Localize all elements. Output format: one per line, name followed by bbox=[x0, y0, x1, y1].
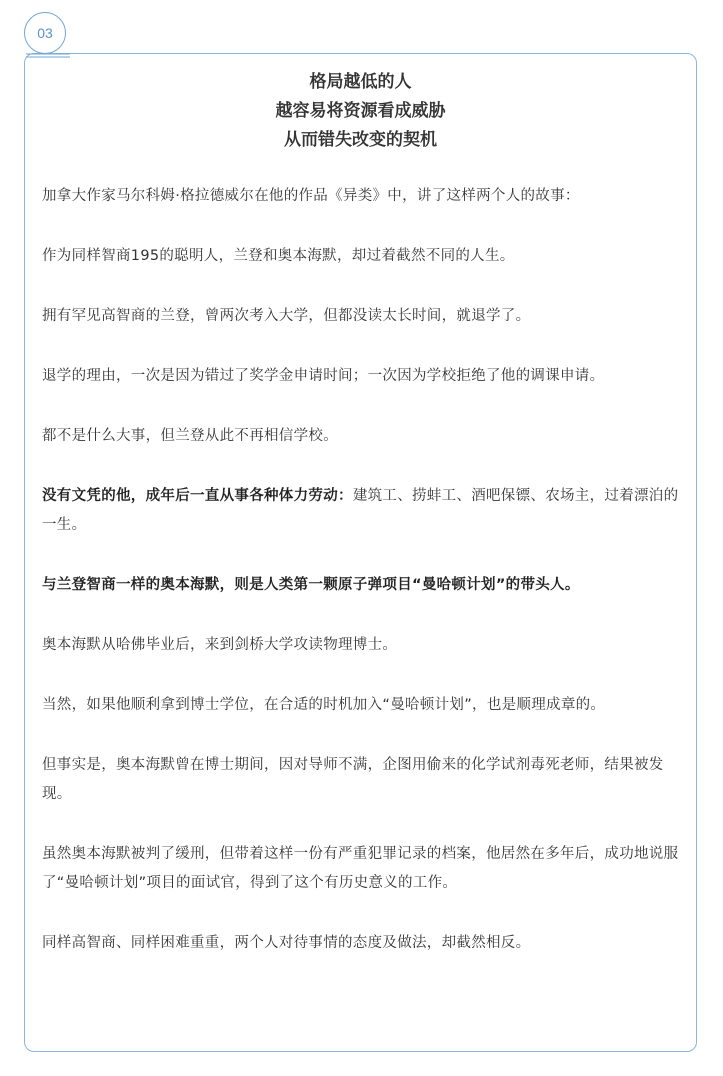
article-card bbox=[24, 53, 697, 1052]
section-badge bbox=[24, 12, 72, 60]
section-number: 03 bbox=[24, 12, 66, 54]
badge-decoration-lines bbox=[24, 52, 72, 60]
paragraph-12: 同样高智商、同样困难重重，两个人对待事情的态度及做法，却截然相反。 bbox=[42, 935, 531, 951]
headline-line-1: 格局越低的人 bbox=[309, 72, 412, 92]
paragraph-6-bold: 没有文凭的他，成年后一直从事各种体力劳动： bbox=[42, 488, 353, 504]
paragraph-11: 虽然奥本海默被判了缓刑，但带着这样一份有严重犯罪记录的档案，他居然在多年后，成功地说服了“曼哈顿计划”项目的面试官，得到了这个有历史意义的工作。 bbox=[42, 846, 679, 891]
paragraph-4: 退学的理由，一次是因为错过了奖学金申请时间；一次因为学校拒绝了他的调课申请。 bbox=[42, 368, 605, 384]
paragraph-6 bbox=[42, 482, 682, 540]
paragraph-10: 但事实是，奥本海默曾在博士期间，因对导师不满，企图用偷来的化学试剂毒死老师，结果被发现。 bbox=[42, 757, 664, 802]
paragraph-7 bbox=[42, 571, 682, 600]
headline-line-2: 越容易将资源看成威胁 bbox=[275, 101, 446, 121]
paragraph-1: 加拿大作家马尔科姆·格拉德威尔在他的作品《异类》中，讲了这样两个人的故事： bbox=[42, 188, 580, 204]
paragraph-7-bold: 与兰登智商一样的奥本海默，则是人类第一颗原子弹项目“曼哈顿计划”的带头人。 bbox=[42, 577, 580, 593]
paragraph-5: 都不是什么大事，但兰登从此不再相信学校。 bbox=[42, 428, 338, 444]
section-headline bbox=[25, 68, 696, 155]
paragraph-3: 拥有罕见高智商的兰登，曾两次考入大学，但都没读太长时间，就退学了。 bbox=[42, 308, 531, 324]
paragraph-2: 作为同样智商195的聪明人，兰登和奥本海默，却过着截然不同的人生。 bbox=[42, 248, 515, 264]
headline-line-3: 从而错失改变的契机 bbox=[284, 130, 437, 150]
paragraph-6-rest: 建筑工、捞蚌工、酒吧保镖、农场主，过着漂泊的一生。 bbox=[42, 488, 679, 533]
paragraph-8: 奥本海默从哈佛毕业后，来到剑桥大学攻读物理博士。 bbox=[42, 637, 398, 653]
article-body bbox=[42, 182, 682, 989]
paragraph-9: 当然，如果他顺利拿到博士学位，在合适的时机加入“曼哈顿计划”，也是顺理成章的。 bbox=[42, 697, 606, 713]
